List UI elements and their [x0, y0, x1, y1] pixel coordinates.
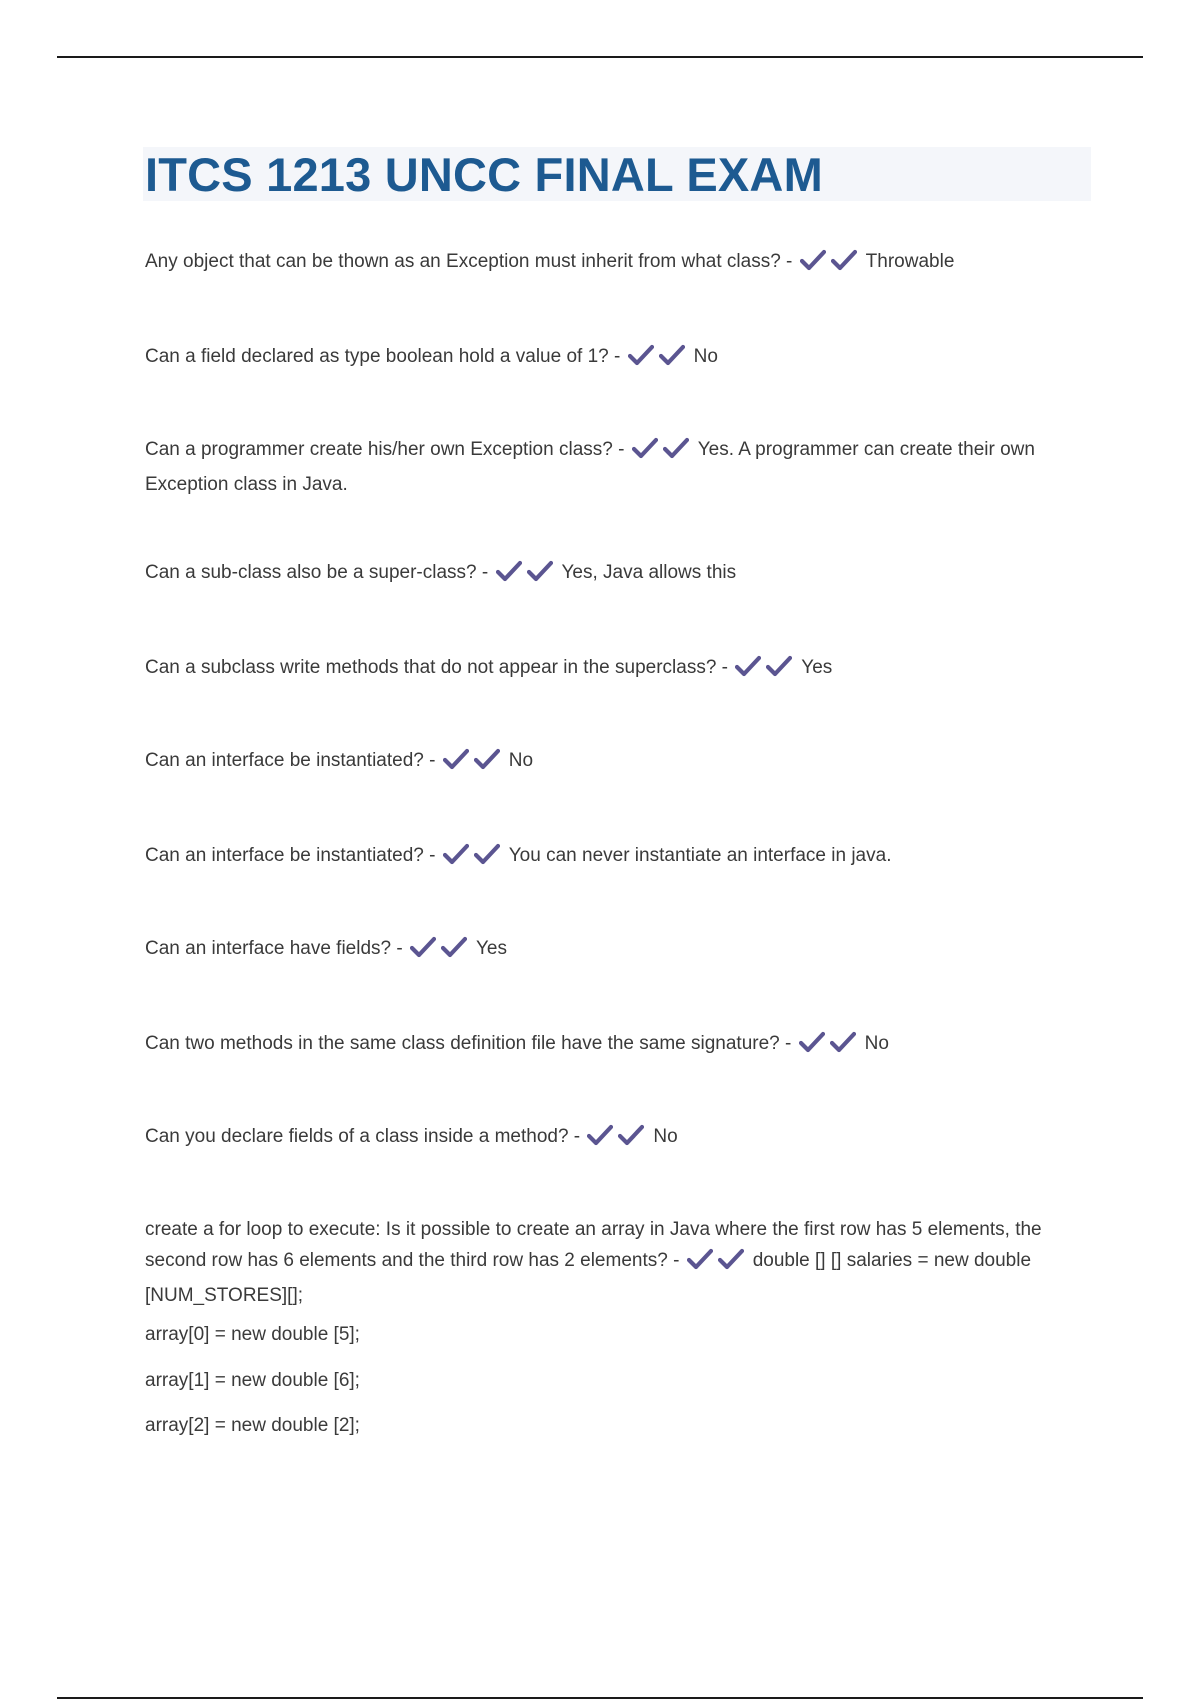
check-icon — [800, 249, 826, 271]
answer-text: Yes — [801, 657, 833, 678]
question-text: Can a field declared as type boolean hold a value of 1? - — [145, 346, 621, 367]
qa-item-8 — [145, 933, 1085, 968]
check-icon — [632, 437, 658, 459]
page-title: ITCS 1213 UNCC FINAL EXAM — [145, 148, 823, 201]
double-check-icon — [735, 655, 797, 687]
check-icon — [831, 249, 857, 271]
qa-item-10 — [145, 1121, 1085, 1156]
check-icon — [766, 655, 792, 677]
qa-item-11 — [145, 1214, 1085, 1311]
answer-text: No — [508, 750, 534, 771]
double-check-icon — [628, 344, 690, 376]
code-line-3: array[2] = new double [2]; — [145, 1415, 360, 1436]
check-icon — [441, 936, 467, 958]
answer-text: No — [693, 346, 718, 367]
top-rule — [57, 56, 1143, 58]
qa-item-3 — [145, 434, 1085, 500]
answer-text: No — [653, 1126, 678, 1147]
check-icon — [474, 748, 500, 770]
bottom-rule — [57, 1697, 1143, 1699]
question-text: Can an interface be instantiated? - — [145, 750, 436, 771]
check-icon — [443, 843, 469, 865]
check-icon — [618, 1124, 644, 1146]
double-check-icon — [799, 1031, 861, 1063]
question-text: Any object that can be thown as an Exception must inherit from what class? - — [145, 251, 793, 272]
question-text: Can two methods in the same class definition file have the same signature? - — [145, 1033, 792, 1054]
answer-text: Yes. A programmer can create their own Exception class in Java. — [145, 439, 1035, 495]
check-icon — [718, 1248, 744, 1270]
check-icon — [687, 1248, 713, 1270]
double-check-icon — [632, 437, 694, 469]
check-icon — [474, 843, 500, 865]
check-icon — [587, 1124, 613, 1146]
question-text: Can an interface be instantiated? - — [145, 845, 436, 866]
check-icon — [799, 1031, 825, 1053]
double-check-icon — [800, 249, 862, 281]
check-icon — [443, 748, 469, 770]
double-check-icon — [687, 1248, 749, 1280]
question-text: Can an interface have fields? - — [145, 938, 403, 959]
question-text: Can you declare fields of a class inside a method? - — [145, 1126, 581, 1147]
double-check-icon — [496, 560, 558, 592]
code-line-2: array[1] = new double [6]; — [145, 1370, 360, 1391]
qa-item-9 — [145, 1028, 1085, 1063]
qa-item-7 — [145, 840, 1085, 875]
double-check-icon — [410, 936, 472, 968]
answer-text: Yes, Java allows this — [561, 562, 737, 583]
check-icon — [735, 655, 761, 677]
check-icon — [663, 437, 689, 459]
answer-text: Yes — [476, 938, 507, 959]
check-icon — [496, 560, 522, 582]
double-check-icon — [443, 843, 505, 875]
check-icon — [410, 936, 436, 958]
answer-text: double [] [] salaries = new double [NUM_STORES][]; — [145, 1250, 1032, 1306]
qa-item-4 — [145, 557, 1085, 592]
question-text: Can a programmer create his/her own Exception class? - — [145, 439, 625, 460]
qa-item-1 — [145, 246, 1085, 281]
question-text: Can a subclass write methods that do not appear in the superclass? - — [145, 657, 728, 678]
qa-item-6 — [145, 745, 1085, 780]
check-icon — [830, 1031, 856, 1053]
question-text: create a for loop to execute: Is it possible to create an array in Java where the first row has 5 elements, the second row has 6 elements and the third row has 2 elements? - — [145, 1219, 1042, 1271]
question-text: Can a sub-class also be a super-class? - — [145, 562, 489, 583]
answer-text: You can never instantiate an interface in java. — [508, 845, 892, 866]
double-check-icon — [443, 748, 505, 780]
qa-item-2 — [145, 341, 1085, 376]
qa-item-5 — [145, 652, 1085, 687]
answer-text: Throwable — [865, 251, 955, 272]
check-icon — [659, 344, 685, 366]
answer-text: No — [864, 1033, 889, 1054]
double-check-icon — [587, 1124, 649, 1156]
code-line-1: array[0] = new double [5]; — [145, 1324, 360, 1345]
check-icon — [527, 560, 553, 582]
check-icon — [628, 344, 654, 366]
